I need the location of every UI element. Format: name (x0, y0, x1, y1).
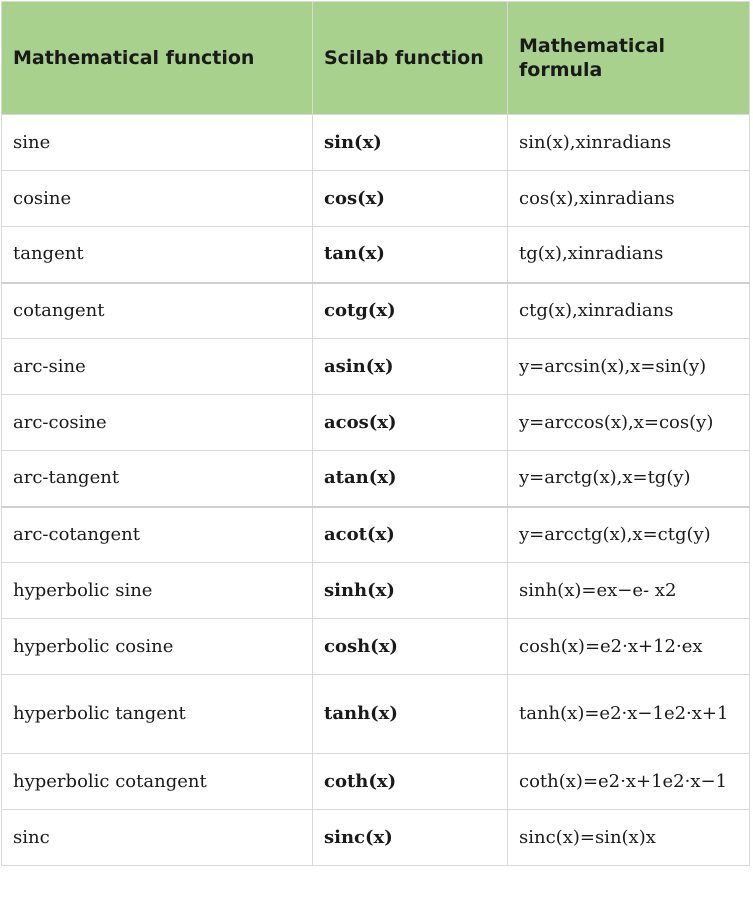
scilab-function-cell: cosh(x) (313, 619, 508, 675)
function-name-cell: hyperbolic cosine (2, 619, 313, 675)
functions-table (1, 1, 750, 866)
header-mathematical-formula: Mathematical formula (508, 2, 750, 115)
table-row (2, 339, 750, 395)
table-body (2, 115, 750, 866)
table-row (2, 115, 750, 171)
scilab-function-cell: cotg(x) (313, 283, 508, 339)
formula-cell: sinh(x)=ex−e- x2 (508, 563, 750, 619)
scilab-function-cell: asin(x) (313, 339, 508, 395)
formula-cell: tanh(x)=e2·x−1e2·x+1 (508, 675, 750, 754)
formula-cell: ctg(x),xinradians (508, 283, 750, 339)
header-scilab-function: Scilab function (313, 2, 508, 115)
header-row (2, 2, 750, 115)
table-row (2, 675, 750, 754)
formula-cell: tg(x),xinradians (508, 227, 750, 283)
scilab-function-cell: tan(x) (313, 227, 508, 283)
formula-cell: y=arcctg(x),x=ctg(y) (508, 507, 750, 563)
function-name-cell: hyperbolic sine (2, 563, 313, 619)
scilab-function-cell: sinh(x) (313, 563, 508, 619)
function-name-cell: hyperbolic cotangent (2, 754, 313, 810)
function-name-cell: tangent (2, 227, 313, 283)
function-name-cell: arc-tangent (2, 451, 313, 507)
table-row (2, 507, 750, 563)
function-name-cell: arc-cotangent (2, 507, 313, 563)
table-header (2, 2, 750, 115)
table-row (2, 451, 750, 507)
table-row (2, 563, 750, 619)
header-mathematical-function: Mathematical function (2, 2, 313, 115)
function-name-cell: hyperbolic tangent (2, 675, 313, 754)
formula-cell: y=arccos(x),x=cos(y) (508, 395, 750, 451)
function-name-cell: arc-cosine (2, 395, 313, 451)
table-row (2, 810, 750, 866)
table-row (2, 283, 750, 339)
table-row (2, 395, 750, 451)
function-name-cell: sinc (2, 810, 313, 866)
scilab-function-cell: atan(x) (313, 451, 508, 507)
table-row (2, 171, 750, 227)
formula-cell: cos(x),xinradians (508, 171, 750, 227)
function-name-cell: arc-sine (2, 339, 313, 395)
table-row (2, 619, 750, 675)
function-name-cell: sine (2, 115, 313, 171)
scilab-function-cell: cos(x) (313, 171, 508, 227)
scilab-function-cell: coth(x) (313, 754, 508, 810)
scilab-function-cell: sinc(x) (313, 810, 508, 866)
scilab-function-cell: acot(x) (313, 507, 508, 563)
function-name-cell: cotangent (2, 283, 313, 339)
formula-cell: sin(x),xinradians (508, 115, 750, 171)
scilab-function-cell: tanh(x) (313, 675, 508, 754)
table-row (2, 227, 750, 283)
function-name-cell: cosine (2, 171, 313, 227)
scilab-function-cell: acos(x) (313, 395, 508, 451)
formula-cell: y=arctg(x),x=tg(y) (508, 451, 750, 507)
formula-cell: sinc(x)=sin(x)x (508, 810, 750, 866)
formula-cell: y=arcsin(x),x=sin(y) (508, 339, 750, 395)
table-row (2, 754, 750, 810)
formula-cell: coth(x)=e2·x+1e2·x−1 (508, 754, 750, 810)
formula-cell: cosh(x)=e2·x+12·ex (508, 619, 750, 675)
scilab-function-cell: sin(x) (313, 115, 508, 171)
